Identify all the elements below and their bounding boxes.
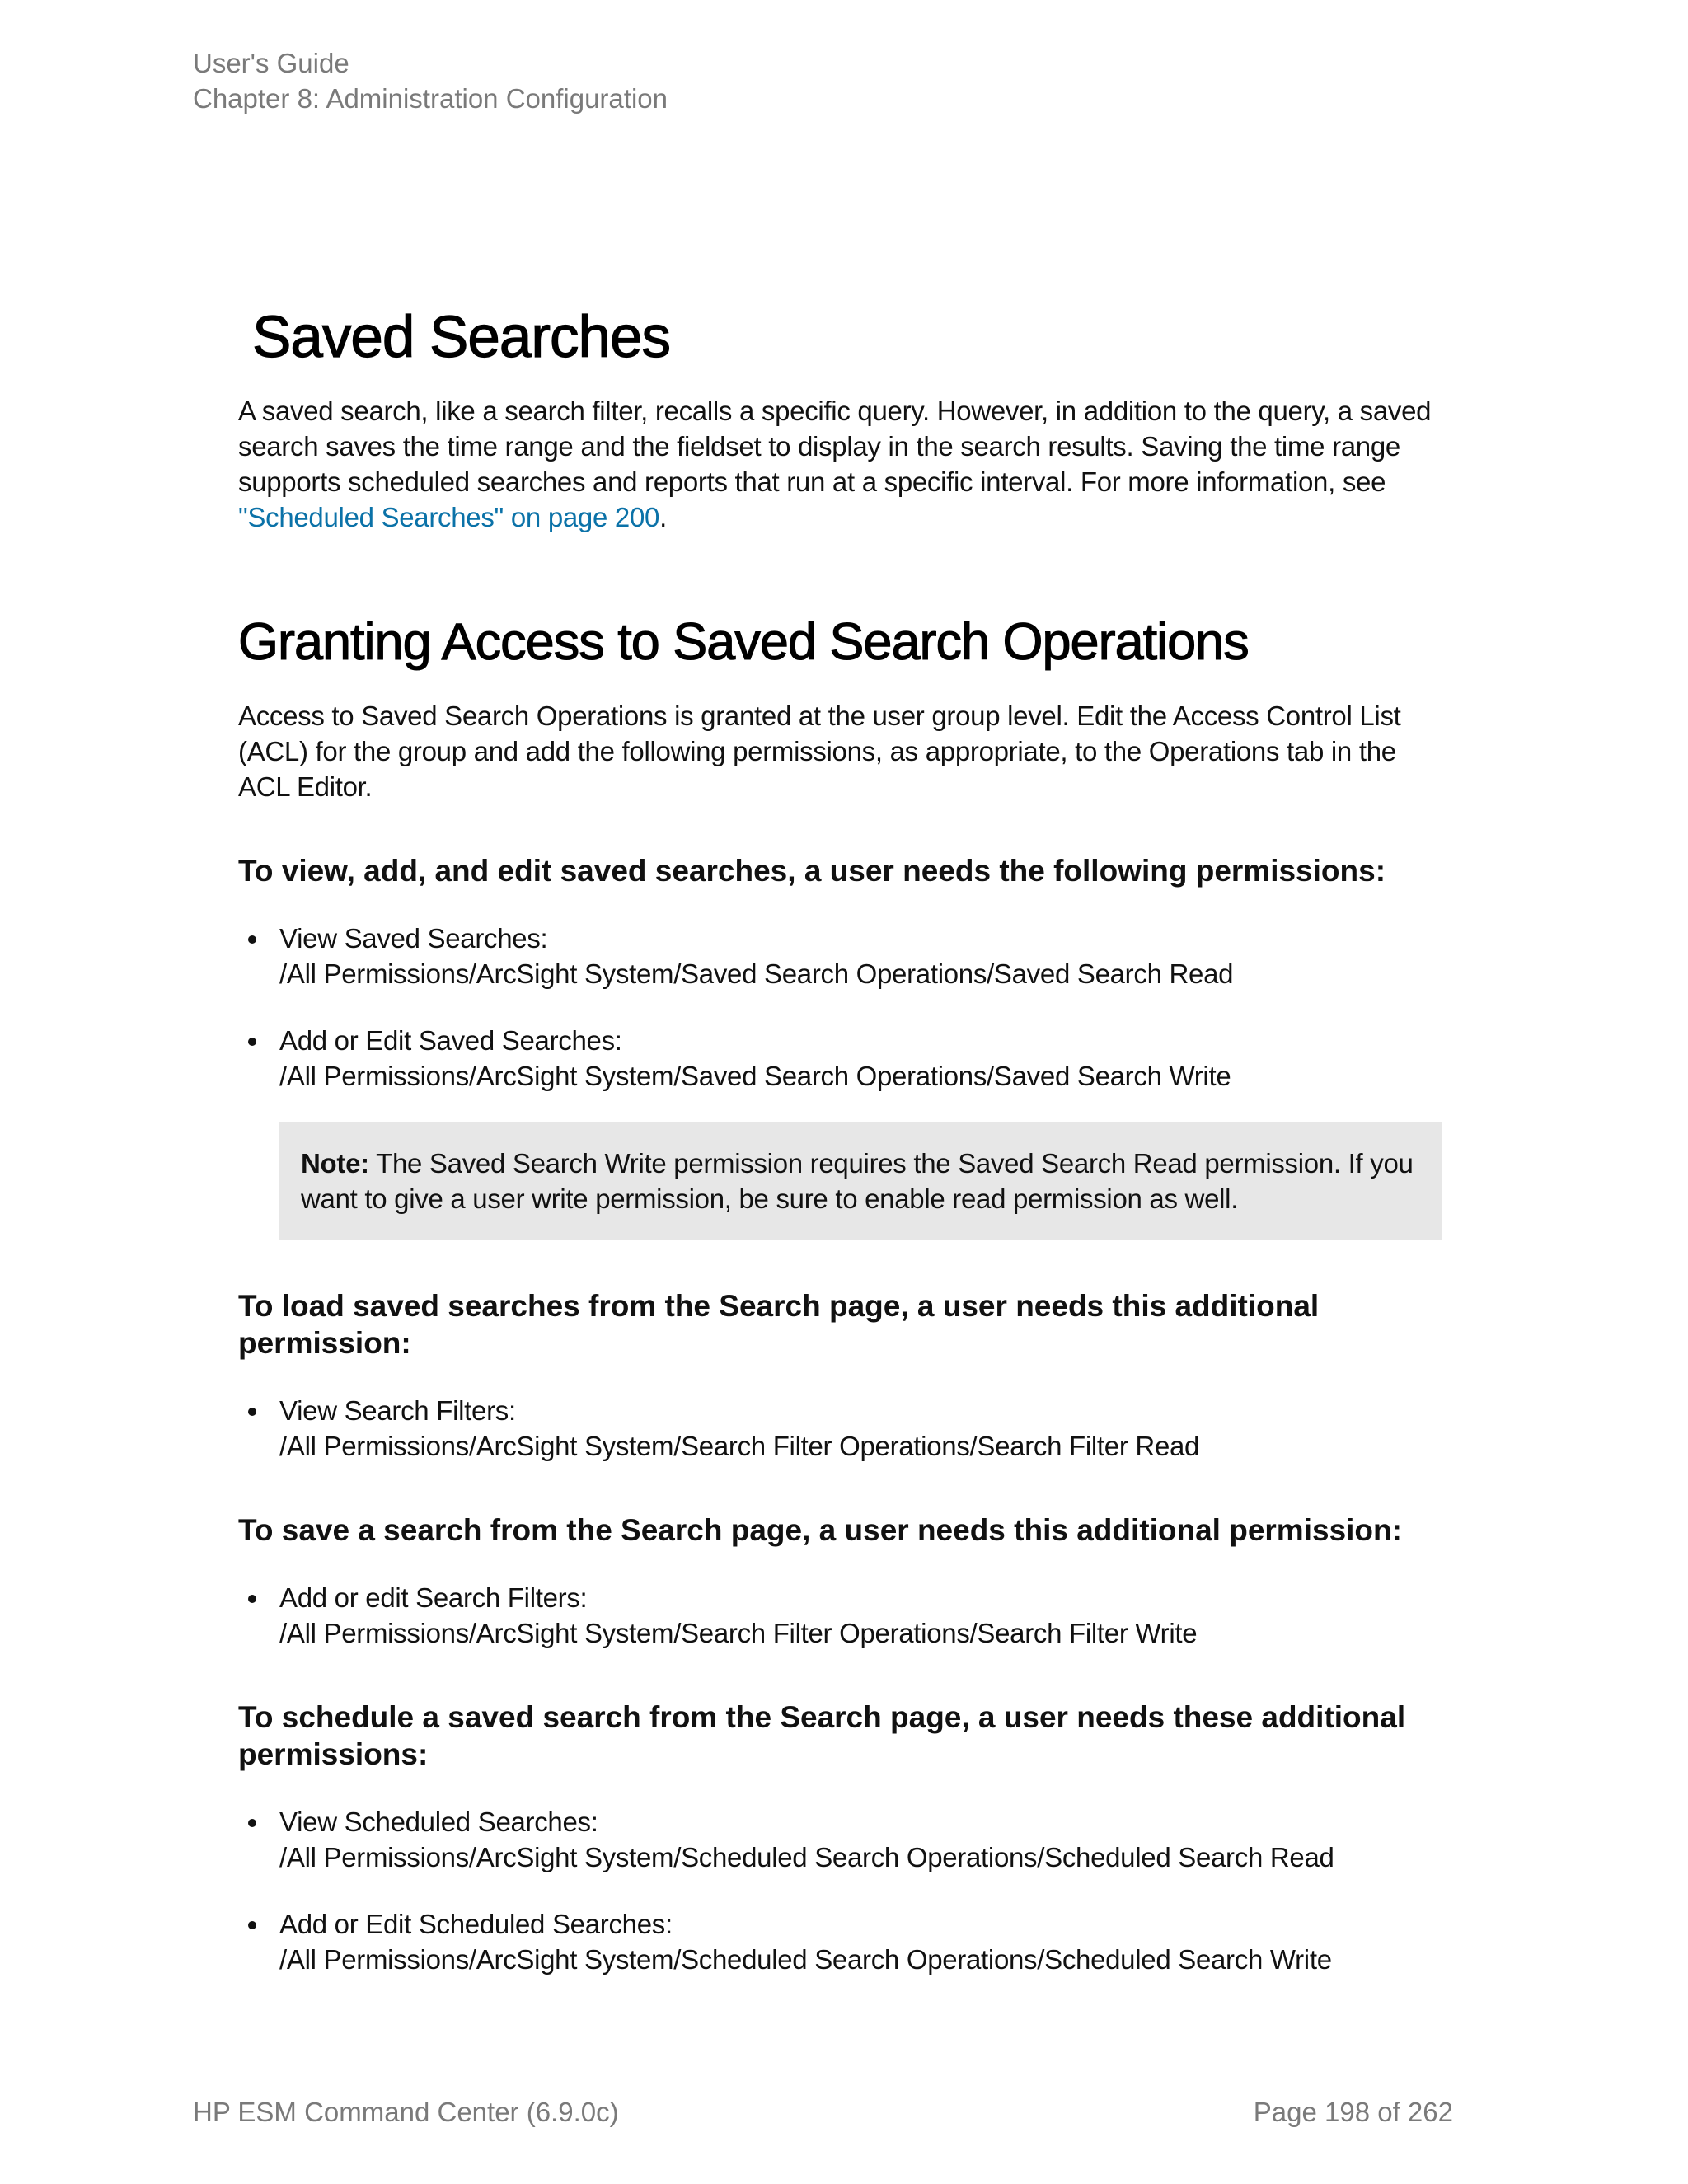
group-heading-save: To save a search from the Search page, a user needs this additional permission: bbox=[238, 1513, 1402, 1547]
permission-path: /All Permissions/ArcSight System/Saved Search Operations/Saved Search Write bbox=[279, 1061, 1231, 1091]
group-heading-view-add-edit: To view, add, and edit saved searches, a user needs the following permissions: bbox=[238, 854, 1386, 888]
section-title: Granting Access to Saved Search Operations bbox=[238, 613, 1249, 671]
page-title: Saved Searches bbox=[252, 305, 670, 370]
footer-product: HP ESM Command Center (6.9.0c) bbox=[193, 2097, 619, 2127]
note-label: Note: bbox=[301, 1148, 369, 1179]
bullet-icon bbox=[248, 1921, 256, 1929]
bullet-icon bbox=[248, 1038, 256, 1046]
permission-label: View Saved Searches: bbox=[279, 923, 548, 954]
intro-paragraph bbox=[238, 393, 1442, 535]
page-content bbox=[238, 301, 1442, 1977]
list-item bbox=[238, 1023, 1442, 1094]
list-item bbox=[238, 1393, 1442, 1464]
list-item bbox=[238, 1580, 1442, 1651]
permission-list bbox=[238, 921, 1442, 1094]
bullet-icon bbox=[248, 935, 256, 944]
permission-label: Add or Edit Scheduled Searches: bbox=[279, 1909, 673, 1939]
note-text: The Saved Search Write permission requires the Saved Search Read permission. If you want to give a user write permission, be sure to enable read permission as well. bbox=[301, 1148, 1414, 1214]
permission-path: /All Permissions/ArcSight System/Scheduled Search Operations/Scheduled Search Read bbox=[279, 1842, 1334, 1872]
scheduled-searches-link[interactable]: "Scheduled Searches" on page 200 bbox=[238, 502, 660, 532]
bullet-icon bbox=[248, 1595, 256, 1603]
permission-path: /All Permissions/ArcSight System/Search Filter Operations/Search Filter Write bbox=[279, 1618, 1198, 1648]
permission-path: /All Permissions/ArcSight System/Search Filter Operations/Search Filter Read bbox=[279, 1431, 1200, 1461]
permission-label: Add or edit Search Filters: bbox=[279, 1582, 588, 1613]
list-item bbox=[238, 1804, 1442, 1875]
permission-label: View Scheduled Searches: bbox=[279, 1807, 598, 1837]
list-item bbox=[238, 1906, 1442, 1977]
permission-list bbox=[238, 1393, 1442, 1464]
document-title: User's Guide bbox=[193, 48, 349, 78]
permission-list bbox=[238, 1580, 1442, 1651]
permission-path: /All Permissions/ArcSight System/Scheduled Search Operations/Scheduled Search Write bbox=[279, 1944, 1332, 1975]
bullet-icon bbox=[248, 1819, 256, 1827]
intro-text: A saved search, like a search filter, recalls a specific query. However, in addition to the query, a saved search saves the time range and the fieldset to display in the search results. Saving the time range supports scheduled searches and reports that run at a specific interval. For more information, see bbox=[238, 396, 1432, 497]
running-header bbox=[193, 45, 668, 116]
permission-label: Add or Edit Saved Searches: bbox=[279, 1025, 622, 1056]
permission-list bbox=[238, 1804, 1442, 1977]
note-box bbox=[279, 1122, 1442, 1240]
group-heading-load: To load saved searches from the Search page, a user needs this additional permission: bbox=[238, 1289, 1320, 1360]
chapter-title: Chapter 8: Administration Configuration bbox=[193, 83, 668, 114]
permission-label: View Search Filters: bbox=[279, 1395, 516, 1426]
list-item bbox=[238, 921, 1442, 991]
section-intro: Access to Saved Search Operations is granted at the user group level. Edit the Access Control List (ACL) for the group and add the following permissions, as appropriate, to the Operations tab in the ACL Editor. bbox=[238, 701, 1401, 802]
footer-page-number: Page 198 of 262 bbox=[1253, 2097, 1453, 2127]
bullet-icon bbox=[248, 1408, 256, 1416]
permission-path: /All Permissions/ArcSight System/Saved Search Operations/Saved Search Read bbox=[279, 958, 1234, 989]
group-heading-schedule: To schedule a saved search from the Search page, a user needs these additional permissions: bbox=[238, 1700, 1406, 1771]
intro-period: . bbox=[659, 502, 667, 532]
